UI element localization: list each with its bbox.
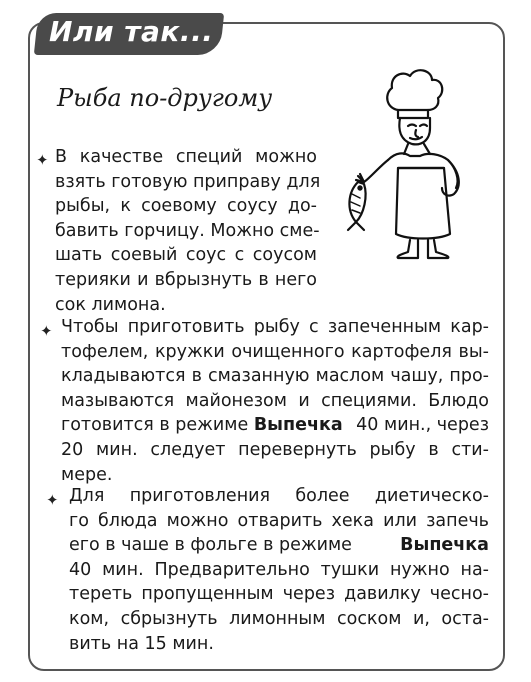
tip-1 [55,145,321,317]
bullet-icon: ✦ [36,151,49,169]
tip-3-line: вить на 15 мин. [69,633,214,654]
bullet-icon: ✦ [40,322,53,340]
tip-3-text: его в чаше в фольге в режиме [69,535,358,556]
tip-2 [61,315,489,487]
tip-3-line: ком, сбрызнуть лимонным соском и, оста- [69,608,489,629]
tip-3 [69,484,489,656]
tip-2-line: 20 мин. следует перевернуть рыбу в сти- [61,439,489,460]
mode-name: Выпечка [400,535,489,556]
tip-2-text: 40 мин., через [350,415,489,436]
tip-3-line: го блюда можно отварить хека или запечь [69,510,489,531]
tip-3-line [69,533,489,558]
tip-3-line: 40 мин. Предварительно тушки нужно на- [69,559,489,580]
tip-1-line: бавить горчицу. Можно сме- [55,220,320,241]
tip-2-text: готовится в режиме [61,415,254,436]
tip-2-line: тофелем, кружки очищенного картофеля вы- [61,341,489,362]
tip-3-line: Для приготовления более диетическо- [69,486,489,506]
tip-2-line: кладываются в смазанную маслом чашу, про- [61,366,489,387]
header-tab-label: Или так... [49,15,214,48]
tip-2-line: Чтобы приготовить рыбу с запеченным кар- [61,317,489,337]
tip-1-line: шать соевый соус с соусом [55,245,317,266]
tip-2-line: мазываются майонезом и специями. Блюдо [61,390,489,411]
tip-1-line: взять готовую приправу для [55,171,321,192]
tip-1-line: терияки и вбрызнуть в него [55,269,317,290]
tip-1-line: В качестве специй можно [55,147,317,167]
tip-2-line: мере. [61,464,113,485]
chef-with-fish-icon [338,64,466,260]
bullet-icon: ✦ [46,491,59,509]
mode-name: Выпечка [253,415,343,436]
tip-3-line: тереть пропущенным через давилку чесно- [69,584,489,605]
recipe-title: Рыба по-другому [57,84,273,112]
tip-2-line [61,413,489,438]
tip-1-line: рыбы, к соевому соусу до- [55,196,317,217]
tip-1-line: сок лимона. [55,294,166,315]
